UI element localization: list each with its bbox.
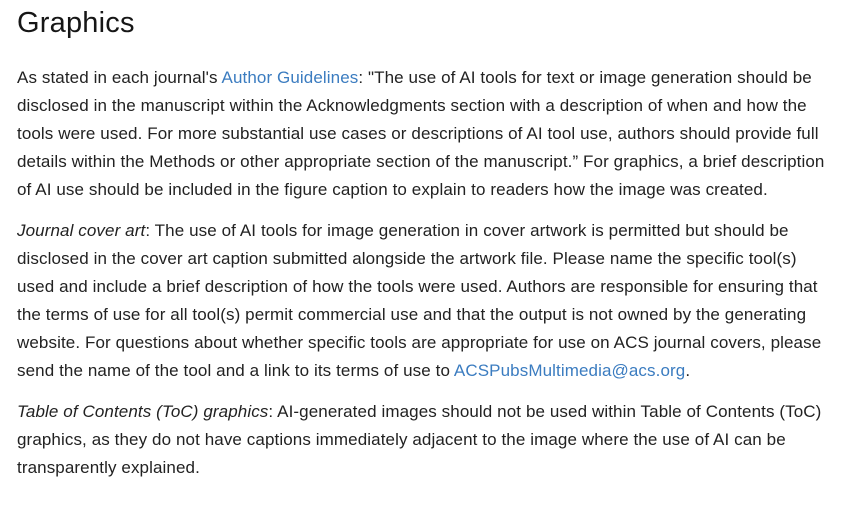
paragraph-toc-graphics bbox=[17, 398, 836, 482]
acs-pubs-multimedia-email-link[interactable]: ACSPubsMultimedia@acs.org bbox=[453, 361, 686, 380]
toc-graphics-lead-in: Table of Contents (ToC) graphics bbox=[17, 402, 269, 421]
journal-cover-art-lead-in: Journal cover art bbox=[17, 221, 146, 240]
text-run: : The use of AI tools for image generation in cover artwork is permitted but should be disclosed in the cover art caption submitted alongside the artwork file. Please name the specific tool(s) used and include a brief description of how the tools were used. Authors are responsible for ensuring that the terms of use for all tool(s) permit commercial use and that the output is not owned by the generating website. For questions about whether specific tools are appropriate for use on ACS journal covers, please send the name of the tool and a link to its terms of use to bbox=[17, 221, 822, 380]
text-run: : AI-generated images should not be used within Table of Contents (ToC) graphics, as they do not have captions immediately adjacent to the image where the use of AI can be transparently explained. bbox=[17, 402, 822, 477]
text-run: As stated in each journal's bbox=[17, 68, 222, 87]
paragraph-journal-cover-art bbox=[17, 217, 836, 385]
text-run: : "The use of AI tools for text or image generation should be disclosed in the manuscript within the Acknowledgments section with a description of when and how the tools were used. For more substantial use cases or descriptions of AI tool use, authors should provide full details within the Methods or other appropriate section of the manuscript.” For graphics, a brief description of AI use should be included in the figure caption to explain to readers how the image was created. bbox=[17, 68, 825, 199]
paragraph-ai-disclosure bbox=[17, 64, 836, 204]
author-guidelines-link[interactable]: Author Guidelines bbox=[221, 68, 359, 87]
text-run: . bbox=[685, 361, 691, 380]
page-title: Graphics bbox=[17, 7, 135, 39]
